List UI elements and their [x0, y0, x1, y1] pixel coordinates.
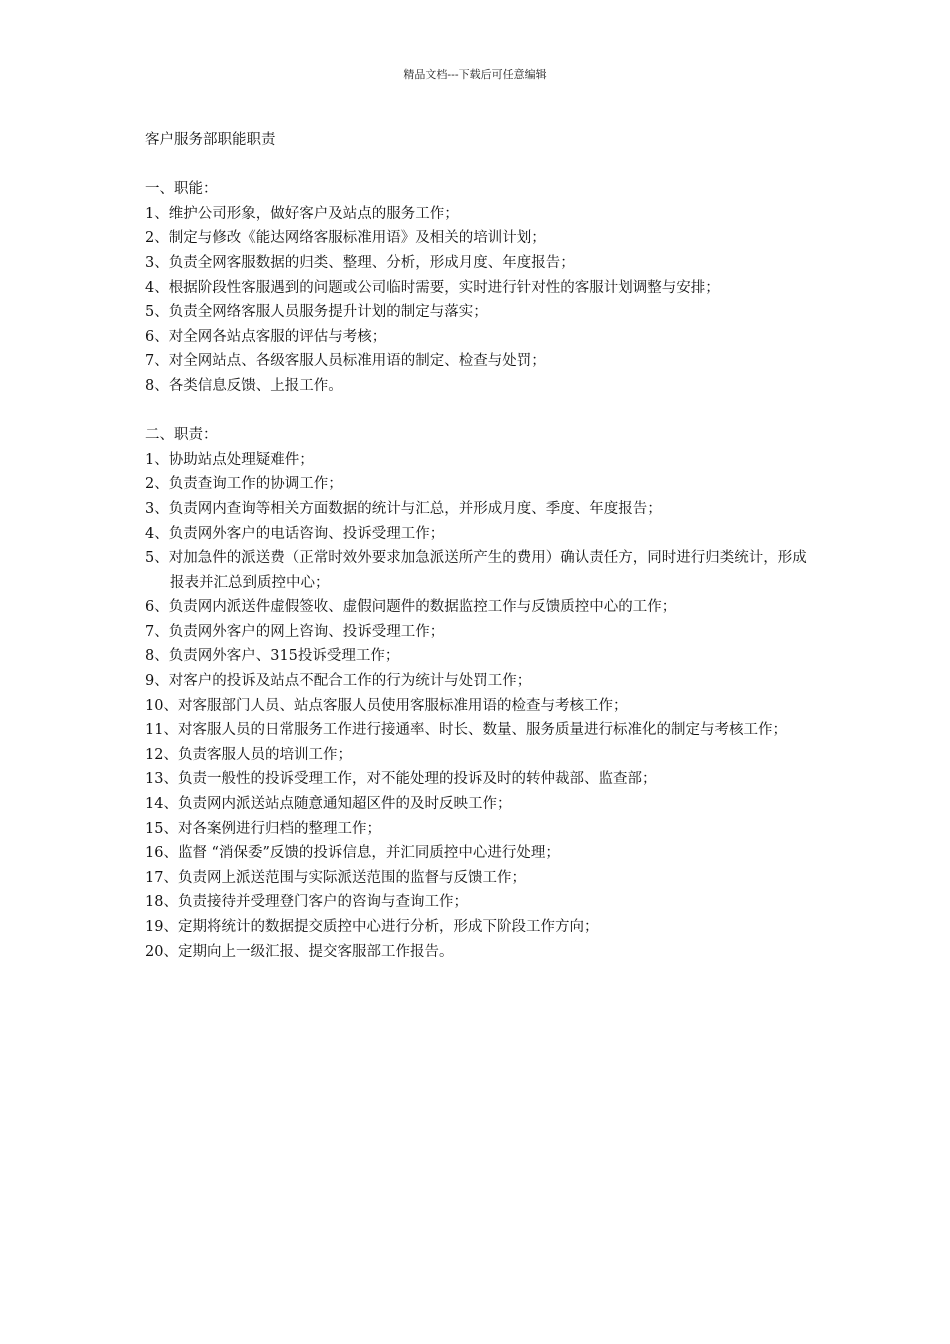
list-item: 3、负责全网客服数据的归类、整理、分析，形成月度、年度报告；: [145, 254, 575, 271]
duties-list-continued: [145, 694, 815, 965]
list-item: 7、负责网外客户的网上咨询、投诉受理工作；: [145, 623, 445, 640]
list-item: 14、负责网内派送站点随意通知超区件的及时反映工作；: [145, 796, 512, 813]
list-item: 6、对全网各站点客服的评估与考核；: [145, 328, 387, 345]
section-duties-heading: 二、职责：: [145, 427, 218, 444]
list-item: 2、负责查询工作的协调工作；: [145, 476, 343, 493]
list-item: 4、负责网外客户的电话咨询、投诉受理工作；: [145, 525, 445, 542]
list-item: 2、制定与修改《能达网络客服标准用语》及相关的培训计划；: [145, 230, 546, 247]
list-item: 5、对加急件的派送费（正常时效外要求加急派送所产生的费用）确认责任方，同时进行归类统计，形成报表并汇总到质控中心；: [145, 550, 807, 591]
list-item: 9、对客户的投诉及站点不配合工作的行为统计与处罚工作；: [145, 673, 532, 690]
list-item: 12、负责客服人员的培训工作；: [145, 746, 352, 763]
list-item: 15、对各案例进行归档的整理工作；: [145, 820, 381, 837]
list-item: 1、协助站点处理疑难件；: [145, 451, 314, 468]
document-title: 客户服务部职能职责: [145, 132, 276, 148]
list-item: 4、根据阶段性客服遇到的问题或公司临时需要，实时进行针对性的客服计划调整与安排；: [145, 279, 720, 296]
list-item: 5、负责全网络客服人员服务提升计划的制定与落实；: [145, 304, 488, 321]
document-body: [145, 128, 815, 964]
list-item: 19、定期将统计的数据提交质控中心进行分析，形成下阶段工作方向；: [145, 919, 599, 935]
list-item: 13、负责一般性的投诉受理工作，对不能处理的投诉及时的转仲裁部、监查部；: [145, 771, 657, 788]
list-item: 3、负责网内查询等相关方面数据的统计与汇总，并形成月度、季度、年度报告；: [145, 500, 662, 517]
list-item: 20、定期向上一级汇报、提交客服部工作报告。: [145, 943, 454, 960]
list-item: 17、负责网上派送范围与实际派送范围的监督与反馈工作；: [145, 869, 526, 886]
list-item: 11、对客服人员的日常服务工作进行接通率、时长、数量、服务质量进行标准化的制定与考核工作；: [145, 722, 787, 739]
list-item: 1、维护公司形象，做好客户及站点的服务工作；: [145, 205, 459, 222]
page-header: 精品文档---下载后可任意编辑: [403, 68, 547, 81]
list-item: 8、各类信息反馈、上报工作。: [145, 377, 343, 394]
section-functions-heading: 一、职能：: [145, 181, 218, 198]
list-item: 8、负责网外客户、315投诉受理工作；: [145, 648, 400, 665]
duties-list: [145, 448, 815, 694]
list-item: 18、负责接待并受理登门客户的咨询与查询工作；: [145, 894, 468, 911]
section-spacer: [145, 399, 815, 424]
list-item: 6、负责网内派送件虚假签收、虚假问题件的数据监控工作与反馈质控中心的工作；: [145, 599, 677, 616]
list-item: 16、监督 “消保委”反馈的投诉信息，并汇同质控中心进行处理；: [145, 845, 560, 862]
functions-list: [145, 202, 815, 399]
list-item: 7、对全网站点、各级客服人员标准用语的制定、检查与处罚；: [145, 353, 546, 370]
list-item: 10、对客服部门人员、站点客服人员使用客服标准用语的检查与考核工作；: [145, 697, 628, 714]
